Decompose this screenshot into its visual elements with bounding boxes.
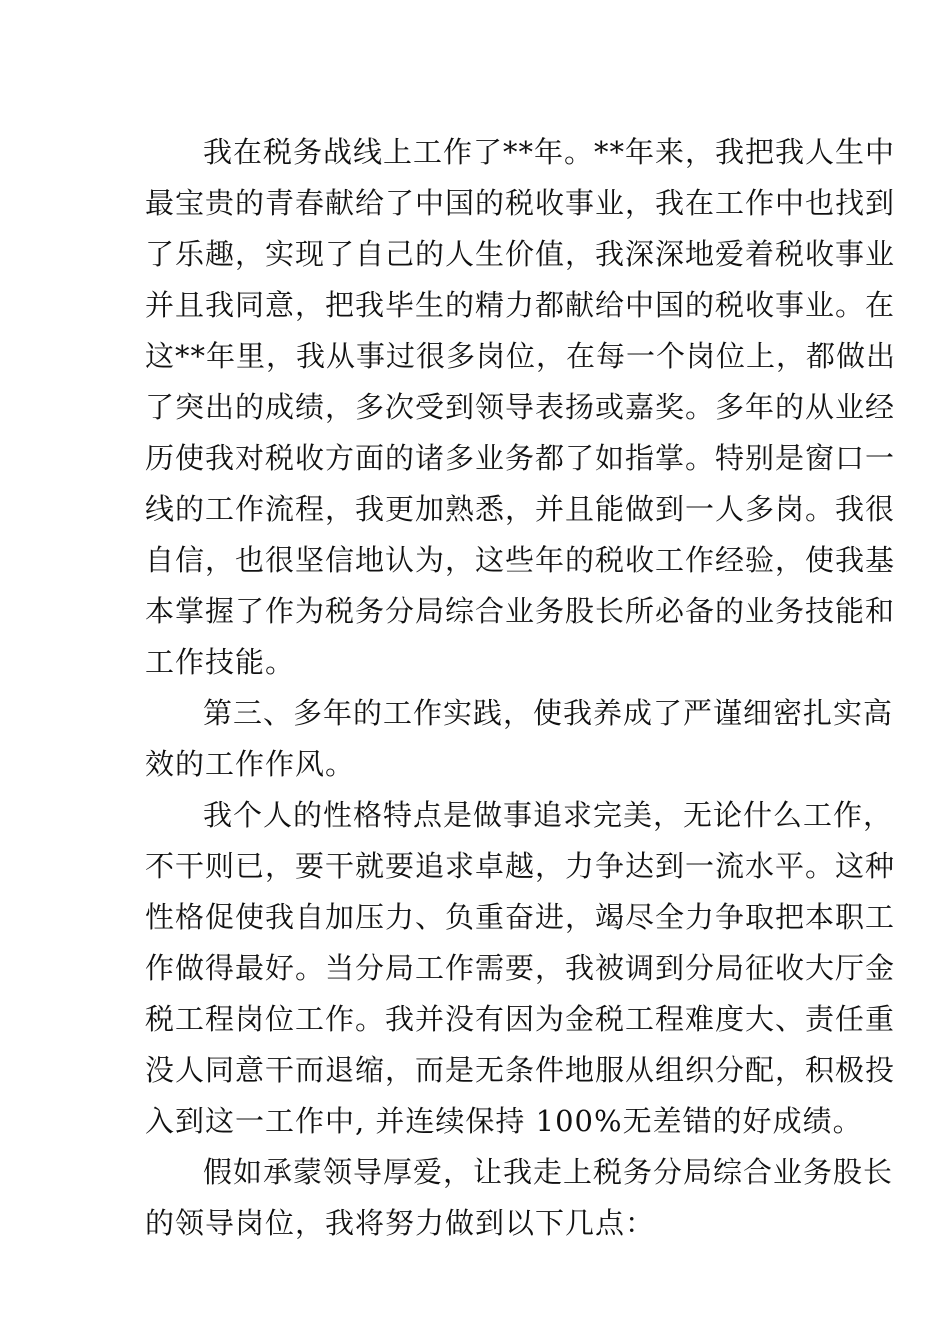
text-line: 入到这一工作中, 并连续保持 100%无差错的好成绩。	[145, 1104, 863, 1138]
text-line: 不干则已，要干就要追求卓越，力争达到一流水平。这种	[145, 849, 896, 883]
text-line: 效的工作作风。	[145, 747, 356, 781]
text-line: 我在税务战线上工作了**年。**年来，我把我人生中	[203, 135, 896, 169]
text-line: 并且我同意，把我毕生的精力都献给中国的税收事业。在	[145, 288, 896, 322]
text-line: 自信，也很坚信地认为，这些年的税收工作经验，使我基	[145, 543, 896, 577]
text-line: 了突出的成绩，多次受到领导表扬或嘉奖。多年的从业经	[145, 390, 896, 424]
text-line: 作做得最好。当分局工作需要，我被调到分局征收大厅金	[145, 951, 896, 985]
text-line: 没人同意干而退缩，而是无条件地服从组织分配，积极投	[145, 1053, 896, 1087]
text-line: 税工程岗位工作。我并没有因为金税工程难度大、责任重	[145, 1002, 896, 1036]
text-line: 线的工作流程，我更加熟悉，并且能做到一人多岗。我很	[145, 492, 896, 526]
paragraph-tax-career	[145, 127, 897, 688]
text-line: 历使我对税收方面的诸多业务都了如指掌。特别是窗口一	[145, 441, 896, 475]
text-line: 最宝贵的青春献给了中国的税收事业，我在工作中也找到	[145, 186, 896, 220]
paragraph-personality	[145, 790, 896, 1147]
text-line: 假如承蒙领导厚爱，让我走上税务分局综合业务股长	[203, 1155, 894, 1189]
text-line: 这**年里，我从事过很多岗位，在每一个岗位上，都做出	[145, 339, 897, 373]
text-line: 第三、多年的工作实践，使我养成了严谨细密扎实高	[203, 696, 894, 730]
document-body	[145, 127, 897, 1249]
paragraph-commitment	[145, 1147, 894, 1249]
paragraph-point-three	[145, 688, 894, 790]
text-line: 的领导岗位，我将努力做到以下几点：	[145, 1206, 656, 1240]
text-line: 本掌握了作为税务分局综合业务股长所必备的业务技能和	[145, 594, 896, 628]
text-line: 工作技能。	[145, 645, 296, 679]
text-line: 我个人的性格特点是做事追求完美，无论什么工作，	[203, 798, 894, 832]
text-line: 性格促使我自加压力、负重奋进，竭尽全力争取把本职工	[145, 900, 896, 934]
text-line: 了乐趣，实现了自己的人生价值，我深深地爱着税收事业	[145, 237, 896, 271]
